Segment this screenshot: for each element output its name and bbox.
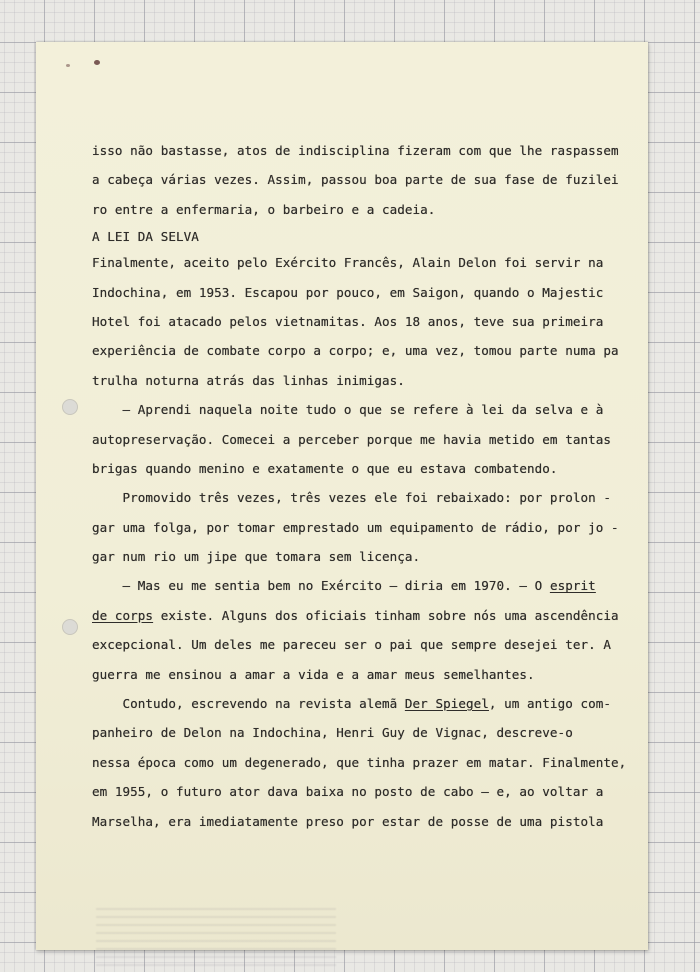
text-line: isso não bastasse, atos de indisciplina fizeram com que lhe raspassem	[92, 143, 619, 158]
text-line: Hotel foi atacado pelos vietnamitas. Aos 18 anos, teve sua primeira	[92, 313, 604, 329]
text-line: Promovido três vezes, três vezes ele foi rebaixado: por prolon -	[92, 490, 611, 506]
text-line: guerra me ensinou a amar a vida e a amar meus semelhantes.	[92, 666, 535, 682]
text-line: excepcional. Um deles me pareceu ser o pai que sempre desejei ter. A	[92, 637, 611, 653]
body-text	[92, 136, 627, 836]
bleed-through-text	[96, 902, 336, 972]
text-line: — Aprendi naquela noite tudo o que se refere à lei da selva e à	[92, 402, 604, 418]
text-line: autopreservação. Comecei a perceber porque me havia metido em tantas	[92, 431, 611, 447]
text-line: panheiro de Delon na Indochina, Henri Guy de Vignac, descreve-o	[92, 725, 573, 741]
text-line: Finalmente, aceito pelo Exército Francês, Alain Delon foi servir na	[92, 255, 604, 271]
text-line: gar num rio um jipe que tomara sem licença.	[92, 549, 421, 565]
text-line: em 1955, o futuro ator dava baixa no posto de cabo — e, ao voltar a	[92, 784, 604, 800]
text-line: trulha noturna atrás das linhas inimigas.	[92, 372, 405, 388]
text-line: Marselha, era imediatamente preso por estar de posse de uma pistola	[92, 813, 604, 829]
text-line: a cabeça várias vezes. Assim, passou boa parte de sua fase de fuzilei	[92, 172, 619, 188]
text-line: nessa época como um degenerado, que tinha prazer em matar. Finalmente,	[92, 754, 627, 770]
text-line: de corps existe. Alguns dos oficiais tinham sobre nós uma ascendência	[92, 607, 619, 623]
text-line: brigas quando menino e exatamente o que eu estava combatendo.	[92, 460, 558, 476]
punch-hole-top	[62, 399, 78, 415]
text-line: — Mas eu me sentia bem no Exército — diria em 1970. — O esprit	[92, 578, 596, 594]
text-line: Indochina, em 1953. Escapou por pouco, em Saigon, quando o Majestic	[92, 284, 604, 300]
text-line: Contudo, escrevendo na revista alemã Der Spiegel, um antigo com-	[92, 696, 611, 712]
section-heading: A LEI DA SELVA	[92, 229, 199, 245]
punch-hole-bottom	[62, 619, 78, 635]
ink-mark	[66, 64, 70, 67]
ink-mark	[94, 60, 100, 65]
text-line: ro entre a enfermaria, o barbeiro e a cadeia.	[92, 201, 436, 217]
text-line: experiência de combate corpo a corpo; e, uma vez, tomou parte numa pa	[92, 343, 619, 359]
text-line: gar uma folga, por tomar emprestado um equipamento de rádio, por jo -	[92, 519, 619, 535]
